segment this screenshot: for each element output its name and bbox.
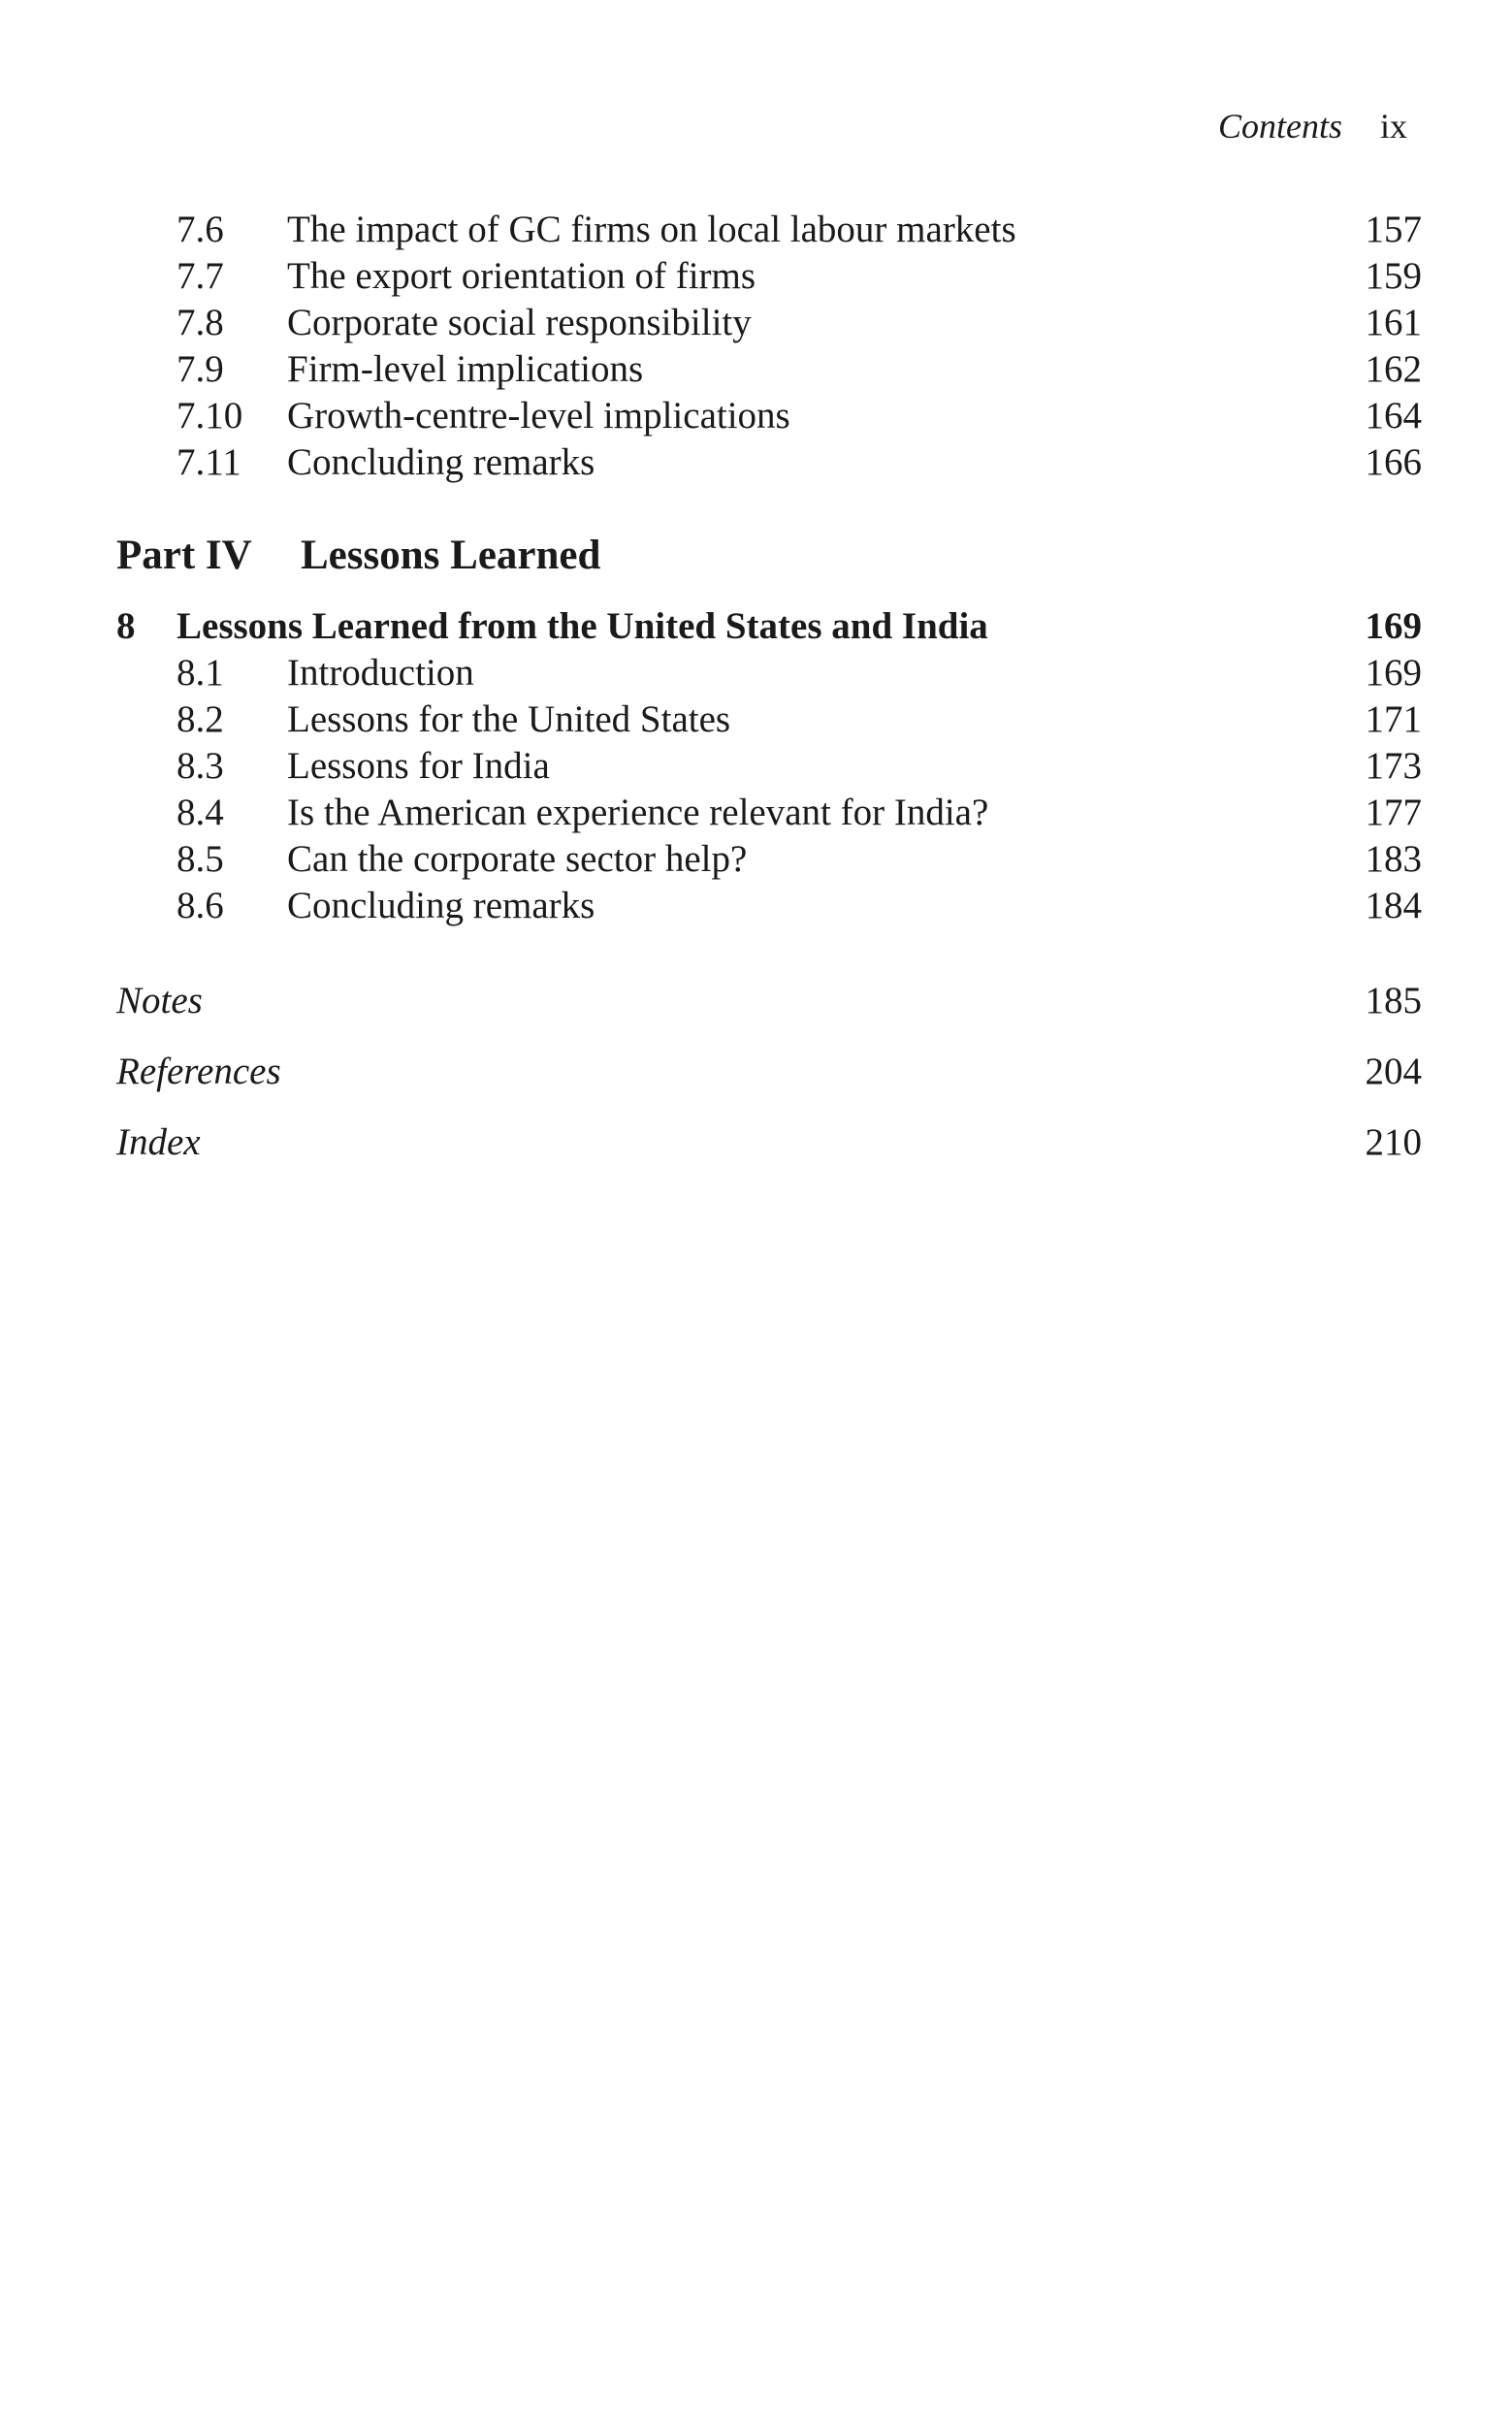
toc-entry-index[interactable] (116, 1119, 1422, 1166)
toc-entry-7-11[interactable] (116, 439, 1422, 486)
section-page: 157 (1365, 209, 1422, 250)
section-page: 183 (1365, 838, 1422, 880)
part-label: Part IV (116, 533, 252, 578)
section-page: 173 (1365, 745, 1422, 787)
section-number: 8.1 (177, 652, 224, 694)
section-title: The export orientation of firms (287, 255, 756, 297)
backmatter-title: Notes (116, 980, 203, 1021)
section-page: 159 (1365, 255, 1422, 297)
section-title: Firm-level implications (287, 348, 644, 390)
chapter-title: Lessons Learned from the United States and India (177, 605, 988, 647)
section-page: 161 (1365, 302, 1422, 343)
toc-entry-8-2[interactable] (116, 696, 1422, 743)
section-number: 8.4 (177, 792, 224, 833)
part-title: Lessons Learned (301, 533, 601, 578)
toc-chapter-8[interactable] (116, 603, 1422, 650)
section-page: 164 (1365, 395, 1422, 437)
section-title: Concluding remarks (287, 885, 595, 926)
section-title: Corporate social responsibility (287, 302, 752, 343)
backmatter-page: 204 (1365, 1051, 1422, 1092)
chapter-page: 169 (1365, 605, 1422, 647)
section-title: Introduction (287, 652, 474, 694)
page-number: ix (1379, 107, 1407, 146)
backmatter-title: References (116, 1051, 281, 1092)
toc-entry-7-7[interactable] (116, 253, 1422, 300)
section-number: 7.8 (177, 302, 224, 343)
section-number: 7.6 (177, 209, 224, 250)
toc-entry-notes[interactable] (116, 978, 1422, 1024)
section-page: 162 (1365, 348, 1422, 390)
toc-entry-8-5[interactable] (116, 836, 1422, 883)
toc-entry-7-8[interactable] (116, 300, 1422, 346)
toc-entry-8-4[interactable] (116, 790, 1422, 836)
backmatter-page: 210 (1365, 1121, 1422, 1163)
section-page: 177 (1365, 792, 1422, 833)
section-title: The impact of GC firms on local labour markets (287, 209, 1016, 250)
section-page: 171 (1365, 698, 1422, 740)
section-number: 8.6 (177, 885, 224, 926)
toc-entry-references[interactable] (116, 1049, 1422, 1095)
section-title: Lessons for the United States (287, 698, 731, 740)
section-number: 8.2 (177, 698, 224, 740)
toc-entry-7-10[interactable] (116, 393, 1422, 439)
section-title: Growth-centre-level implications (287, 395, 790, 437)
section-title: Is the American experience relevant for India? (287, 792, 989, 833)
chapter-number: 8 (116, 605, 136, 647)
toc-entry-8-3[interactable] (116, 743, 1422, 790)
section-number: 8.5 (177, 838, 224, 880)
section-number: 7.7 (177, 255, 224, 297)
section-number: 7.9 (177, 348, 224, 390)
running-head (1218, 107, 1407, 146)
toc-entry-7-9[interactable] (116, 346, 1422, 393)
section-page: 166 (1365, 441, 1422, 483)
section-page: 169 (1365, 652, 1422, 694)
running-head-title: Contents (1217, 107, 1342, 146)
toc-entry-7-6[interactable] (116, 207, 1422, 253)
section-title: Concluding remarks (287, 441, 595, 483)
toc-entry-8-6[interactable] (116, 883, 1422, 929)
backmatter-page: 185 (1365, 980, 1422, 1021)
section-page: 184 (1365, 885, 1422, 926)
section-number: 7.10 (177, 395, 243, 437)
section-title: Can the corporate sector help? (287, 838, 748, 880)
section-number: 7.11 (177, 441, 241, 483)
section-title: Lessons for India (287, 745, 550, 787)
backmatter-title: Index (116, 1121, 201, 1163)
toc-entry-8-1[interactable] (116, 650, 1422, 696)
section-number: 8.3 (177, 745, 224, 787)
